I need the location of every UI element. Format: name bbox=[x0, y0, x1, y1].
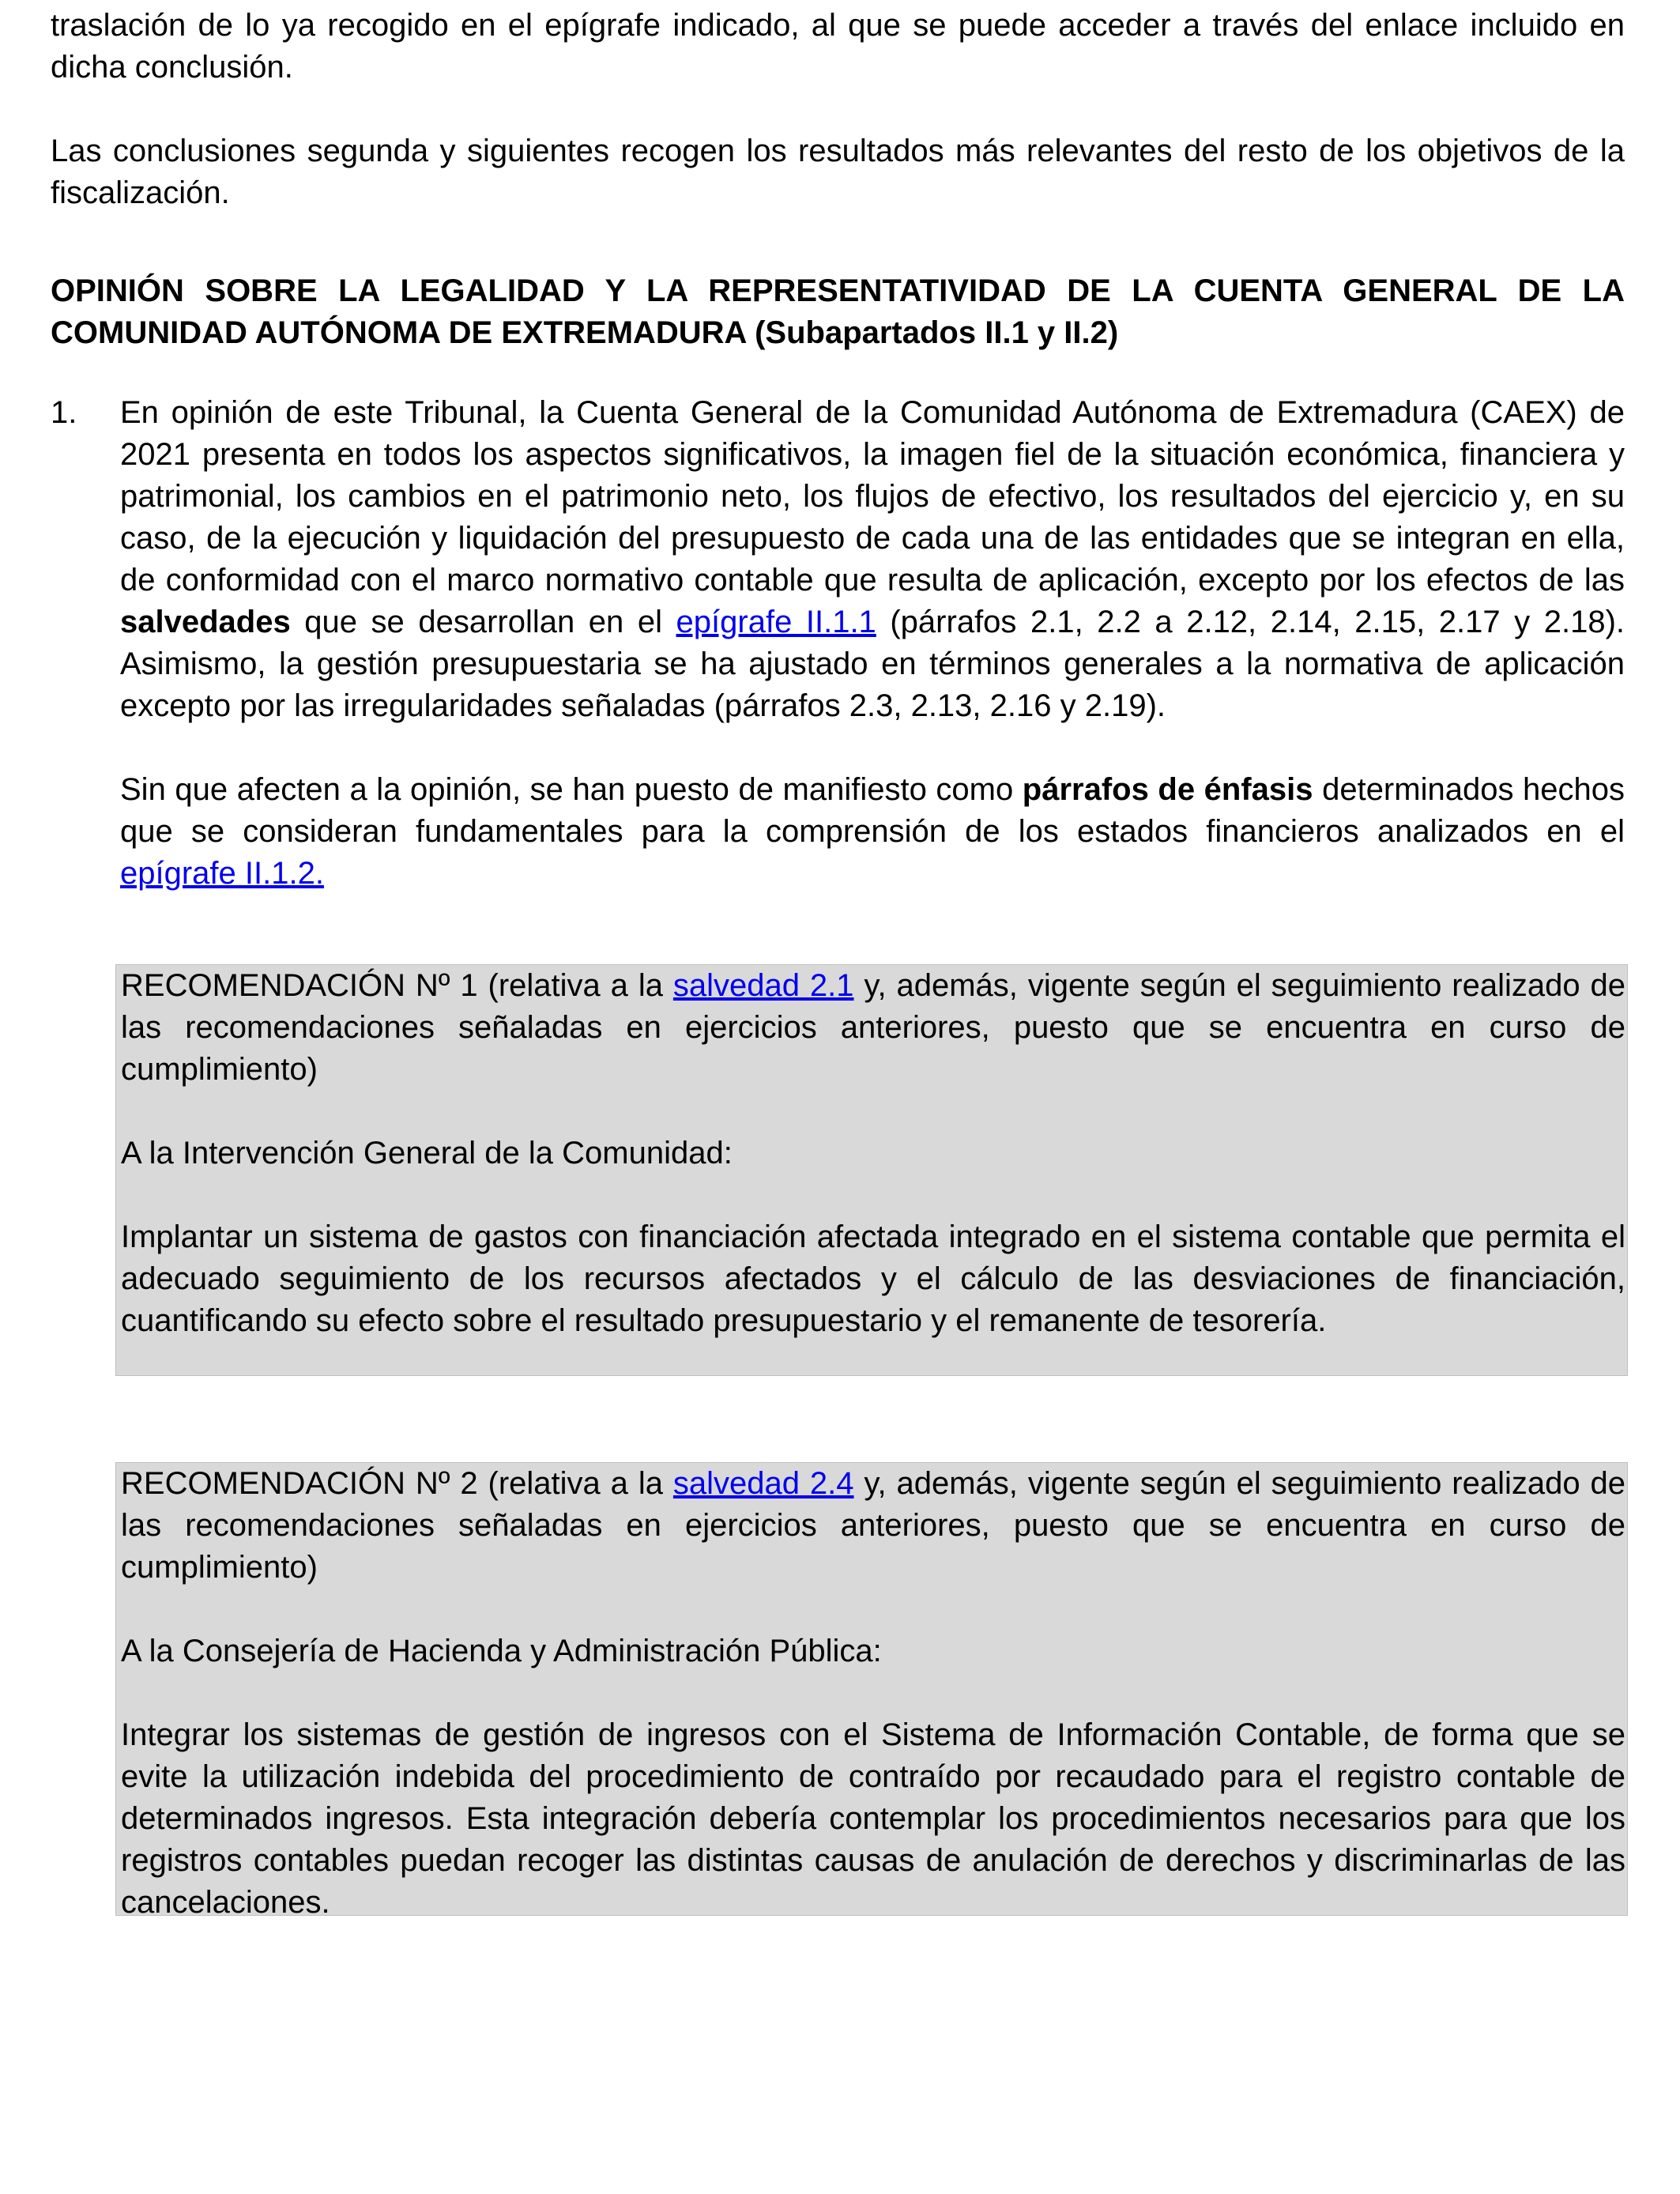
section-heading: OPINIÓN SOBRE LA LEGALIDAD Y LA REPRESENTATIVIDAD DE LA CUENTA GENERAL DE LA COMUNIDAD AUTÓNOMA DE EXTREMADURA (Subapartados II.1 y II.2) bbox=[51, 273, 1625, 350]
recommendation-box-1 bbox=[115, 964, 1628, 1376]
parrafos-enfasis-bold: párrafos de énfasis bbox=[1022, 772, 1313, 807]
intro-paragraph-1: traslación de lo ya recogido en el epígrafe indicado, al que se puede acceder a través del enlace incluido en dicha conclusión. bbox=[51, 8, 1625, 85]
recommendation-1-addressee: A la Intervención General de la Comunidad: bbox=[121, 1136, 733, 1171]
recommendation-2-body: Integrar los sistemas de gestión de ingresos con el Sistema de Información Contable, de forma que se evite la utilización indebida del procedimiento de contraído por recaudado para el registro contable de determinados ingresos. Esta integración debería contemplar los procedimientos necesarios para que los registros contables puedan recoger las distintas causas de anulación de derechos y discriminarlas de las cancelaciones. bbox=[121, 1717, 1625, 1920]
salvedad-2-1-link[interactable]: salvedad 2.1 bbox=[672, 968, 854, 1003]
opinion-text-b: que se desarrollan en el bbox=[290, 605, 676, 639]
recommendation-2-title bbox=[121, 1463, 1625, 1589]
item-number: 1. bbox=[51, 395, 77, 430]
opinion-text-a: En opinión de este Tribunal, la Cuenta General de la Comunidad Autónoma de Extremadura (CAEX) de 2021 presenta en todos los aspectos significativos, la imagen fiel de la situación económica, financiera y patrimonial, los cambios en el patrimonio neto, los flujos de efectivo, los resultados del ejercicio y, en su caso, de la ejecución y liquidación del presupuesto de cada una de las entidades que se integran en ella, de conformidad con el marco normativo contable que resulta de aplicación, excepto por los efectos de las bbox=[120, 395, 1625, 598]
salvedad-2-4-link[interactable]: salvedad 2.4 bbox=[672, 1466, 854, 1501]
epigrafe-ii-1-2-link[interactable]: epígrafe II.1.2. bbox=[120, 856, 324, 891]
opinion-paragraph bbox=[120, 392, 1625, 727]
rec1-title-text-a: RECOMENDACIÓN Nº 1 (relativa a la bbox=[121, 968, 673, 1003]
recommendation-2-addressee: A la Consejería de Hacienda y Administración Pública: bbox=[121, 1634, 882, 1668]
recommendation-box-2 bbox=[115, 1462, 1628, 1920]
recommendation-1-body: Implantar un sistema de gastos con financiación afectada integrado en el sistema contable que permita el adecuado seguimiento de los recursos afectados y el cálculo de las desviaciones de financiación, cuantificando su efecto sobre el resultado presupuestario y el remanente de tesorería. bbox=[121, 1220, 1625, 1338]
rec1-title-text-b: y, además, vigente según el seguimiento realizado de las recomendaciones señaladas en ejercicios anteriores, puesto que se encuentra en curso de cumplimiento) bbox=[121, 968, 1625, 1087]
emphasis-paragraph bbox=[120, 769, 1625, 895]
item-content bbox=[120, 392, 1625, 895]
emphasis-text-b: determinados hechos que se consideran fundamentales para la comprensión de los estados financieros analizados en el bbox=[120, 772, 1625, 849]
emphasis-text-a: Sin que afecten a la opinión, se han puesto de manifiesto como bbox=[120, 772, 1023, 807]
salvedades-bold: salvedades bbox=[120, 605, 291, 639]
intro-paragraph-2: Las conclusiones segunda y siguientes recogen los resultados más relevantes del resto de los objetivos de la fiscalización. bbox=[51, 134, 1625, 210]
recommendation-1-title bbox=[121, 965, 1625, 1091]
rec2-title-text-b: y, además, vigente según el seguimiento realizado de las recomendaciones señaladas en ejercicios anteriores, puesto que se encuentra en curso de cumplimiento) bbox=[121, 1466, 1625, 1585]
epigrafe-ii-1-1-link[interactable]: epígrafe II.1.1 bbox=[676, 605, 876, 639]
opinion-text-c: (párrafos 2.1, 2.2 a 2.12, 2.14, 2.15, 2.17 y 2.18). Asimismo, la gestión presupuestaria se ha ajustado en términos generales a la normativa de aplicación excepto por las irregularidades señaladas (párrafos 2.3, 2.13, 2.16 y 2.19). bbox=[120, 605, 1625, 723]
rec2-title-text-a: RECOMENDACIÓN Nº 2 (relativa a la bbox=[121, 1466, 673, 1501]
